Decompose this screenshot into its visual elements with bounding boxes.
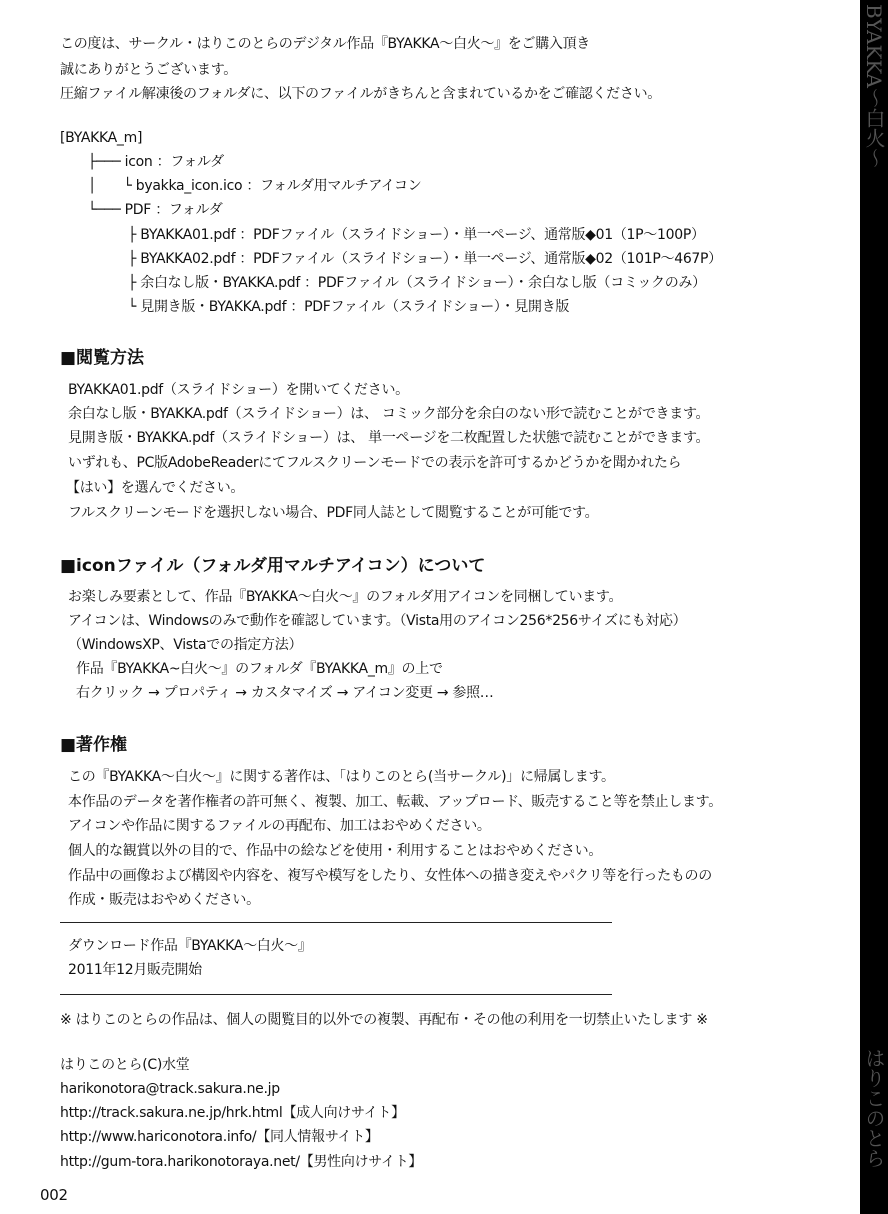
section-line: 右クリック → プロパティ → カスタマイズ → アイコン変更 → 参照… — [76, 685, 494, 701]
side-band — [860, 0, 888, 1214]
section-line: 作品『BYAKKA~白火～』のフォルダ『BYAKKA_m』の上で — [76, 661, 443, 677]
side-title: BYAKKA～白火～ — [862, 4, 886, 168]
site-link[interactable]: http://gum-tora.harikonotoraya.net/【男性向けサイト】 — [60, 1154, 423, 1170]
section-line: 本作品のデータを著作権者の許可無く、複製、加工、転載、アップロード、販売すること等を禁止します。 — [68, 794, 722, 810]
section-heading: ■iconファイル（フォルダ用マルチアイコン）について — [60, 556, 486, 576]
email-link[interactable]: harikonotora@track.sakura.ne.jp — [60, 1081, 280, 1097]
notice: ※ はりこのとらの作品は、個人の閲覧目的以外での複製、再配布・その他の利用を一切禁止いたします ※ — [60, 1012, 708, 1028]
section-line: 見開き版・BYAKKA.pdf（スライドショー）は、 単一ページを二枚配置した状態で読むことができます。 — [68, 430, 710, 446]
divider — [60, 922, 612, 923]
section-line: アイコンや作品に関するファイルの再配布、加工はおやめください。 — [68, 818, 491, 834]
site-link[interactable]: http://track.sakura.ne.jp/hrk.html【成人向けサイト】 — [60, 1105, 405, 1121]
release-title: ダウンロード作品『BYAKKA～白火～』 — [68, 938, 312, 954]
author: はりこのとら(C)水堂 — [60, 1057, 190, 1073]
page-number: 002 — [40, 1186, 68, 1204]
tree-item: ├ 余白なし版・BYAKKA.pdf ：PDFファイル（スライドショー）・余白なし版（コミックのみ） — [128, 275, 706, 291]
section-line: 余白なし版・BYAKKA.pdf（スライドショー）は、 コミック部分を余白のない形で読むことができます。 — [68, 406, 710, 422]
tree-root: [BYAKKA_m] — [60, 130, 143, 146]
intro-line: この度は、サークル・はりこのとらのデジタル作品『BYAKKA～白火～』をご購入頂き — [60, 36, 591, 52]
tree-item: │ └ byakka_icon.ico ：フォルダ用マルチアイコン — [88, 178, 422, 194]
intro-line: 圧縮ファイル解凍後のフォルダに、以下のファイルがきちんと含まれているかをご確認ください。 — [60, 86, 661, 102]
section-line: （WindowsXP、Vistaでの指定方法） — [68, 637, 303, 653]
section-line: お楽しみ要素として、作品『BYAKKA～白火～』のフォルダ用アイコンを同梱しています。 — [68, 589, 623, 605]
section-heading: ■閲覧方法 — [60, 348, 145, 368]
tree-item: ├─── icon ：フォルダ — [88, 154, 224, 170]
release-date: 2011年12月販売開始 — [68, 962, 202, 978]
section-line: BYAKKA01.pdf（スライドショー）を開いてください。 — [68, 382, 409, 398]
site-link[interactable]: http://www.hariconotora.info/【同人情報サイト】 — [60, 1129, 379, 1145]
section-line: アイコンは、Windowsのみで動作を確認しています。（Vista用のアイコン256*256サイズにも対応） — [68, 613, 687, 629]
tree-item: ├ BYAKKA02.pdf ：PDFファイル（スライドショー）・単一ページ、通常版◆02（101P～467P） — [128, 251, 722, 267]
tree-item: └─── PDF ：フォルダ — [88, 202, 223, 218]
section-line: 個人的な観賞以外の目的で、作品中の絵などを使用・利用することはおやめください。 — [68, 843, 603, 859]
tree-item: ├ BYAKKA01.pdf ：PDFファイル（スライドショー）・単一ページ、通常版◆01（1P～100P） — [128, 227, 705, 243]
side-circle-name: はりこのとら — [862, 1048, 886, 1168]
section-line: 作品中の画像および構図や内容を、複写や模写をしたり、女性体への描き変えやパクリ等を行ったものの — [68, 868, 712, 884]
section-line: フルスクリーンモードを選択しない場合、PDF同人誌として閲覧することが可能です。 — [68, 505, 599, 521]
intro-line: 誠にありがとうございます。 — [60, 62, 237, 78]
tree-item: └ 見開き版・BYAKKA.pdf ：PDFファイル（スライドショー）・見開き版 — [128, 299, 570, 315]
section-line: 【はい】を選んでください。 — [66, 480, 245, 496]
section-line: この『BYAKKA～白火～』に関する著作は、「はりこのとら(当サークル)」に帰属します。 — [68, 769, 615, 785]
section-line: 作成・販売はおやめください。 — [68, 892, 260, 908]
divider — [60, 994, 612, 995]
section-heading: ■著作権 — [60, 735, 128, 755]
section-line: いずれも、PC版AdobeReaderにてフルスクリーンモードでの表示を許可するかどうかを聞かれたら — [68, 455, 682, 471]
